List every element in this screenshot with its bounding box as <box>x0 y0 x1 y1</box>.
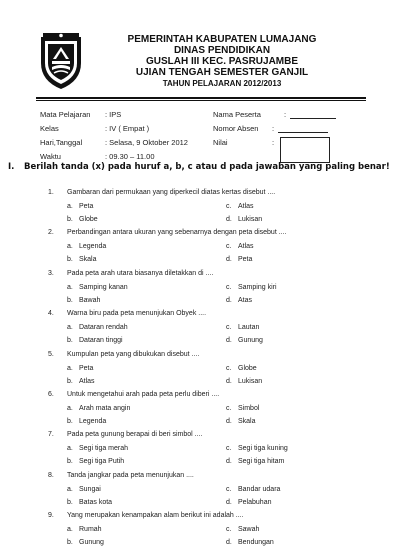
answer-option[interactable] <box>226 256 252 263</box>
question-number: 8. <box>48 471 54 479</box>
option-text: Dataran tinggi <box>79 337 123 345</box>
answer-option[interactable] <box>226 203 254 210</box>
option-text: Dataran rendah <box>79 324 128 332</box>
option-text: Atlas <box>79 377 95 385</box>
question-item <box>0 391 400 433</box>
time-label: Waktu <box>40 152 61 161</box>
date-label: Hari,Tanggal <box>40 138 83 147</box>
option-letter: c. <box>226 364 232 372</box>
answer-option[interactable] <box>67 216 98 223</box>
option-text: Bendungan <box>238 539 274 547</box>
option-text: Rumah <box>79 526 102 534</box>
answer-option[interactable] <box>67 365 93 372</box>
header-line-1: PEMERINTAH KABUPATEN LUMAJANG <box>127 34 317 45</box>
option-letter: c. <box>226 405 232 412</box>
answer-option[interactable] <box>226 365 257 372</box>
answer-option[interactable] <box>226 458 284 465</box>
answer-option[interactable] <box>67 297 100 304</box>
question-number: 5. <box>48 350 54 358</box>
question-item <box>0 189 400 231</box>
question-number: 3. <box>48 269 54 277</box>
answer-option[interactable] <box>226 378 262 385</box>
option-letter: d. <box>226 539 232 547</box>
subject-value: : IPS <box>105 110 122 119</box>
option-text: Legenda <box>79 243 107 251</box>
option-text: Atas <box>238 296 253 304</box>
option-text: Gunung <box>238 337 263 345</box>
answer-option[interactable] <box>226 539 274 546</box>
option-letter: b. <box>67 458 73 466</box>
option-letter: a. <box>67 485 73 493</box>
option-letter: a. <box>67 405 73 412</box>
answer-option[interactable] <box>67 486 101 493</box>
option-letter: c. <box>226 283 232 291</box>
option-letter: c. <box>226 485 232 493</box>
answer-option[interactable] <box>67 418 106 425</box>
question-number: 4. <box>48 310 54 318</box>
option-letter: b. <box>67 539 73 547</box>
option-letter: b. <box>67 256 73 264</box>
option-text: Skala <box>238 418 256 425</box>
option-letter: c. <box>226 445 232 453</box>
option-text: Legenda <box>79 418 107 425</box>
option-letter: d. <box>226 256 232 264</box>
subject-label: Mata Pelajaran <box>40 110 91 119</box>
answer-option[interactable] <box>226 405 259 412</box>
option-text: Peta <box>79 203 94 210</box>
answer-option[interactable] <box>67 284 128 291</box>
option-letter: a. <box>67 324 73 332</box>
option-letter: b. <box>67 498 73 506</box>
date-value: : Selasa, 9 Oktober 2012 <box>105 138 188 147</box>
answer-option[interactable] <box>67 337 123 344</box>
option-text: Samping kiri <box>238 283 277 291</box>
option-letter: a. <box>67 283 73 291</box>
answer-option[interactable] <box>226 499 271 506</box>
answer-option[interactable] <box>226 526 259 533</box>
question-item <box>0 351 400 393</box>
header-line-3: GUSLAH III KEC. PASRUJAMBE <box>145 56 299 67</box>
answer-option[interactable] <box>67 324 128 331</box>
option-text: Segi tiga kuning <box>238 445 288 453</box>
option-letter: c. <box>226 526 232 534</box>
time-value: : 09.30 – 11.00 <box>105 152 155 161</box>
option-text: Sungai <box>79 485 101 493</box>
option-text: Sawah <box>238 526 260 534</box>
option-text: Segi tiga merah <box>79 445 129 453</box>
answer-option[interactable] <box>67 203 93 210</box>
option-letter: a. <box>67 445 73 453</box>
question-item <box>0 310 400 352</box>
option-text: Simbol <box>238 405 260 412</box>
header-line-2: DINAS PENDIDIKAN <box>173 45 271 56</box>
answer-option[interactable] <box>67 243 106 250</box>
score-colon: : <box>272 138 275 147</box>
question-item <box>0 229 400 271</box>
question-number: 2. <box>48 229 54 237</box>
option-text: Segi tiga hitam <box>238 458 285 466</box>
option-text: Lukisan <box>238 216 263 223</box>
option-letter: a. <box>67 364 73 372</box>
option-text: Skala <box>79 256 97 264</box>
question-text: Kumpulan peta yang dibukukan disebut .... <box>67 350 200 358</box>
answer-option[interactable] <box>67 405 130 412</box>
option-text: Atlas <box>238 203 254 210</box>
answer-option[interactable] <box>226 445 288 452</box>
question-number: 9. <box>48 512 54 520</box>
question-number: 1. <box>48 189 54 196</box>
instruction-text: Berilah tanda (x) pada huruf a, b, c atau d pada jawaban yang paling benar! <box>24 162 390 172</box>
answer-option[interactable] <box>226 324 259 331</box>
answer-option[interactable] <box>226 216 262 223</box>
option-text: Peta <box>79 364 94 372</box>
answer-option[interactable] <box>67 378 95 385</box>
option-text: Lukisan <box>238 377 263 385</box>
question-text: Warna biru pada peta menunjukan Obyek .... <box>67 310 207 318</box>
section-number: I. <box>8 162 15 172</box>
option-letter: d. <box>226 498 232 506</box>
answer-option[interactable] <box>67 526 102 533</box>
answer-option[interactable] <box>67 458 124 465</box>
question-text: Yang merupakan kenampakan alam berikut ini adalah .... <box>67 512 244 520</box>
option-letter: b. <box>67 296 73 304</box>
option-letter: d. <box>226 418 232 425</box>
option-letter: c. <box>226 324 232 332</box>
answer-option[interactable] <box>226 337 263 344</box>
option-text: Lautan <box>238 324 260 332</box>
option-letter: a. <box>67 203 73 210</box>
question-number: 6. <box>48 391 54 398</box>
answer-option[interactable] <box>67 499 112 506</box>
header-line-4: UJIAN TENGAH SEMESTER GANJIL <box>135 67 309 78</box>
question-text: Pada peta gunung berapai di beri simbol .... <box>67 431 203 439</box>
question-text: Gambaran dari permukaan yang diperkecil diatas kertas disebut .... <box>67 189 276 196</box>
option-text: Globe <box>238 364 257 372</box>
question-text: Pada peta arah utara biasanya diletakkan di .... <box>67 269 214 277</box>
answer-option[interactable] <box>67 539 104 546</box>
question-text: Untuk mengetahui arah pada peta perlu diberi .... <box>67 391 220 398</box>
student-name-colon: : <box>284 110 287 119</box>
option-text: Peta <box>238 256 253 264</box>
option-text: Bandar udara <box>238 485 281 493</box>
answer-option[interactable] <box>67 445 128 452</box>
option-letter: c. <box>226 203 232 210</box>
option-letter: b. <box>67 377 73 385</box>
question-item <box>0 512 400 554</box>
answer-option[interactable] <box>226 297 252 304</box>
question-item <box>0 472 400 514</box>
question-text: Tanda jangkar pada peta menunjukan .... <box>67 471 194 479</box>
option-text: Arah mata angin <box>79 405 131 412</box>
option-text: Batas kota <box>79 498 113 506</box>
option-letter: b. <box>67 418 73 425</box>
option-letter: d. <box>226 216 232 223</box>
option-text: Samping kanan <box>79 283 128 291</box>
option-text: Segi tiga Putih <box>79 458 125 466</box>
question-item <box>0 270 400 312</box>
option-text: Gunung <box>79 539 104 547</box>
option-letter: b. <box>67 216 73 223</box>
option-text: Atlas <box>238 243 254 251</box>
option-letter: c. <box>226 243 232 251</box>
student-name-label: Nama Peserta <box>213 110 261 119</box>
option-letter: d. <box>226 296 232 304</box>
answer-option[interactable] <box>67 256 97 263</box>
option-text: Pelabuhan <box>238 498 272 506</box>
answer-option[interactable] <box>226 284 277 291</box>
option-letter: b. <box>67 337 73 345</box>
option-text: Bawah <box>79 296 101 304</box>
class-label: Kelas <box>40 124 59 133</box>
option-letter: a. <box>67 526 73 534</box>
option-letter: a. <box>67 243 73 251</box>
question-text: Perbandingan antara ukuran yang sebenarnya dengan peta disebut .... <box>67 229 287 237</box>
answer-option[interactable] <box>226 486 280 493</box>
absence-number-label: Nomor Absen <box>213 124 259 133</box>
absence-number-colon: : <box>272 124 275 133</box>
option-text: Globe <box>79 216 98 223</box>
answer-option[interactable] <box>226 418 256 425</box>
question-item <box>0 431 400 473</box>
answer-option[interactable] <box>226 243 254 250</box>
option-letter: d. <box>226 377 232 385</box>
score-label: Nilai <box>213 138 228 147</box>
question-number: 7. <box>48 431 54 439</box>
option-letter: d. <box>226 458 232 466</box>
class-value: : IV ( Empat ) <box>105 124 150 133</box>
header-line-5: TAHUN PELAJARAN 2012/2013 <box>162 79 282 88</box>
option-letter: d. <box>226 337 232 345</box>
